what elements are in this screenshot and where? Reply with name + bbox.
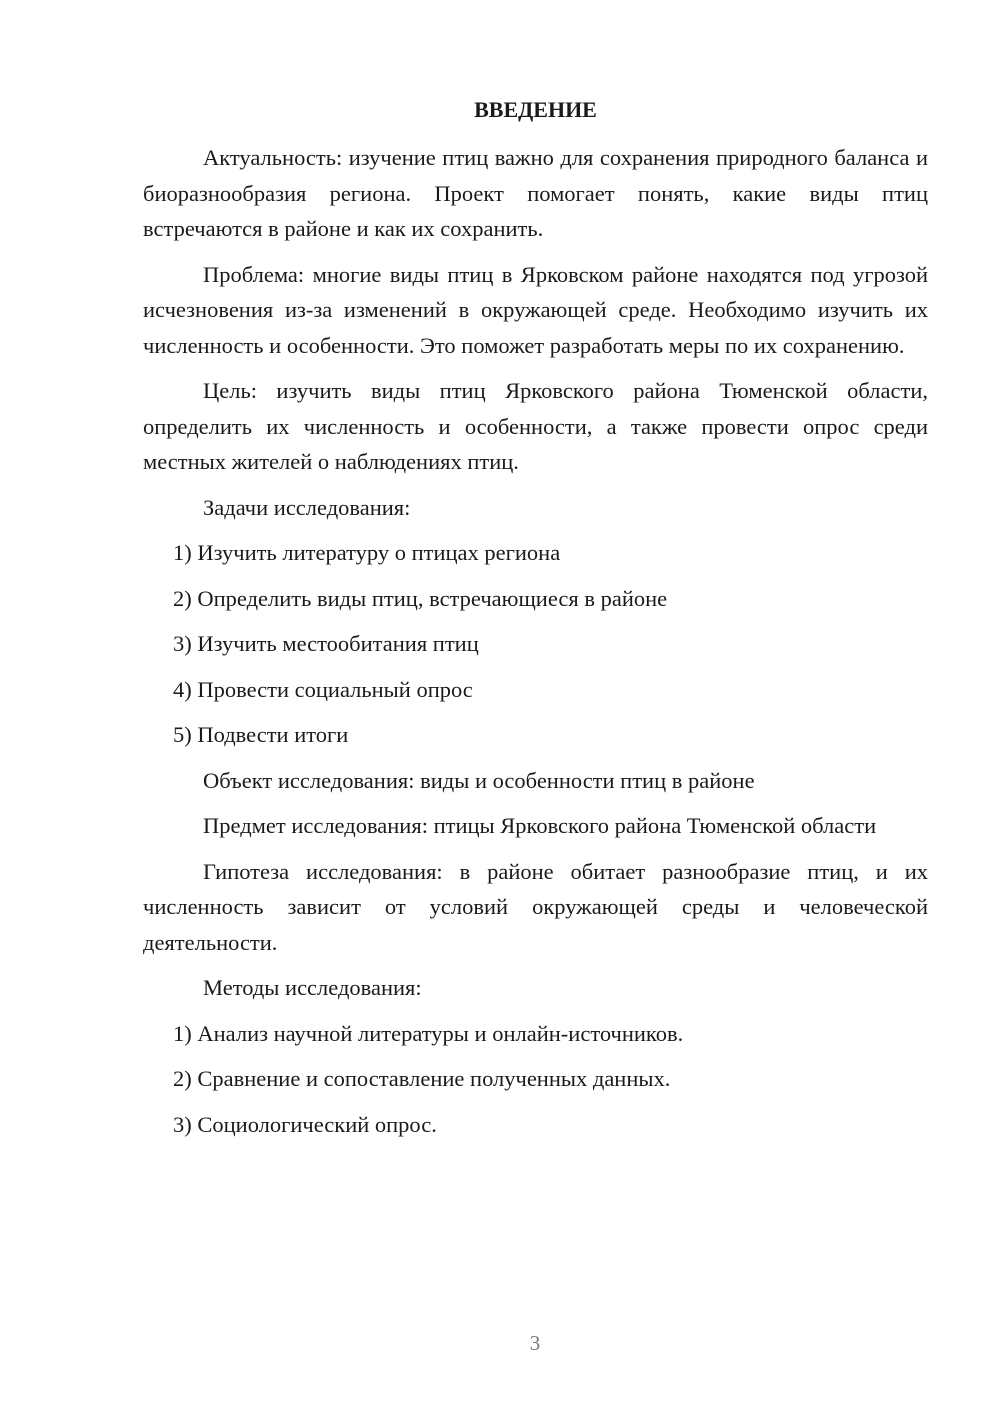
page-content (143, 92, 928, 1152)
problem-paragraph: Проблема: многие виды птиц в Ярковском районе находятся под угрозой исчезновения из-за изменений в окружающей среде. Необходимо изучить их численность и особенности. Это поможет разработать меры по их сохранению. (143, 261, 928, 358)
subject-paragraph: Предмет исследования: птицы Ярковского района Тюменской области (203, 813, 877, 838)
object-paragraph: Объект исследования: виды и особенности птиц в районе (203, 767, 755, 793)
goal-paragraph: Цель: изучить виды птиц Ярковского района Тюменской области, определить их численность и особенности, а также провести опрос среди местных жителей о наблюдениях птиц. (143, 378, 928, 474)
method-item: 3) Социологический опрос. (173, 1111, 437, 1137)
task-item: 4) Провести социальный опрос (173, 676, 473, 702)
method-item: 2) Сравнение и сопоставление полученных данных. (173, 1066, 671, 1091)
task-item: 3) Изучить местообитания птиц (173, 631, 479, 656)
method-item: 1) Анализ научной литературы и онлайн-источников. (173, 1020, 684, 1046)
task-item: 1) Изучить литературу о птицах региона (173, 540, 561, 565)
methods-heading: Методы исследования: (203, 975, 422, 1000)
tasks-heading: Задачи исследования: (203, 494, 411, 520)
relevance-paragraph: Актуальность: изучение птиц важно для сохранения природного баланса и биоразнообразия региона. Проект помогает понять, какие виды птиц встречаются в районе и как их сохранить. (143, 145, 928, 241)
hypothesis-paragraph: Гипотеза исследования: в районе обитает разнообразие птиц, и их численность зависит от условий окружающей среды и человеческой деятельности. (143, 858, 928, 955)
page-number: 3 (529, 1331, 541, 1355)
task-item: 5) Подвести итоги (173, 722, 349, 747)
task-item: 2) Определить виды птиц, встречающиеся в районе (173, 585, 668, 611)
section-title: ВВЕДЕНИЕ (474, 97, 597, 122)
